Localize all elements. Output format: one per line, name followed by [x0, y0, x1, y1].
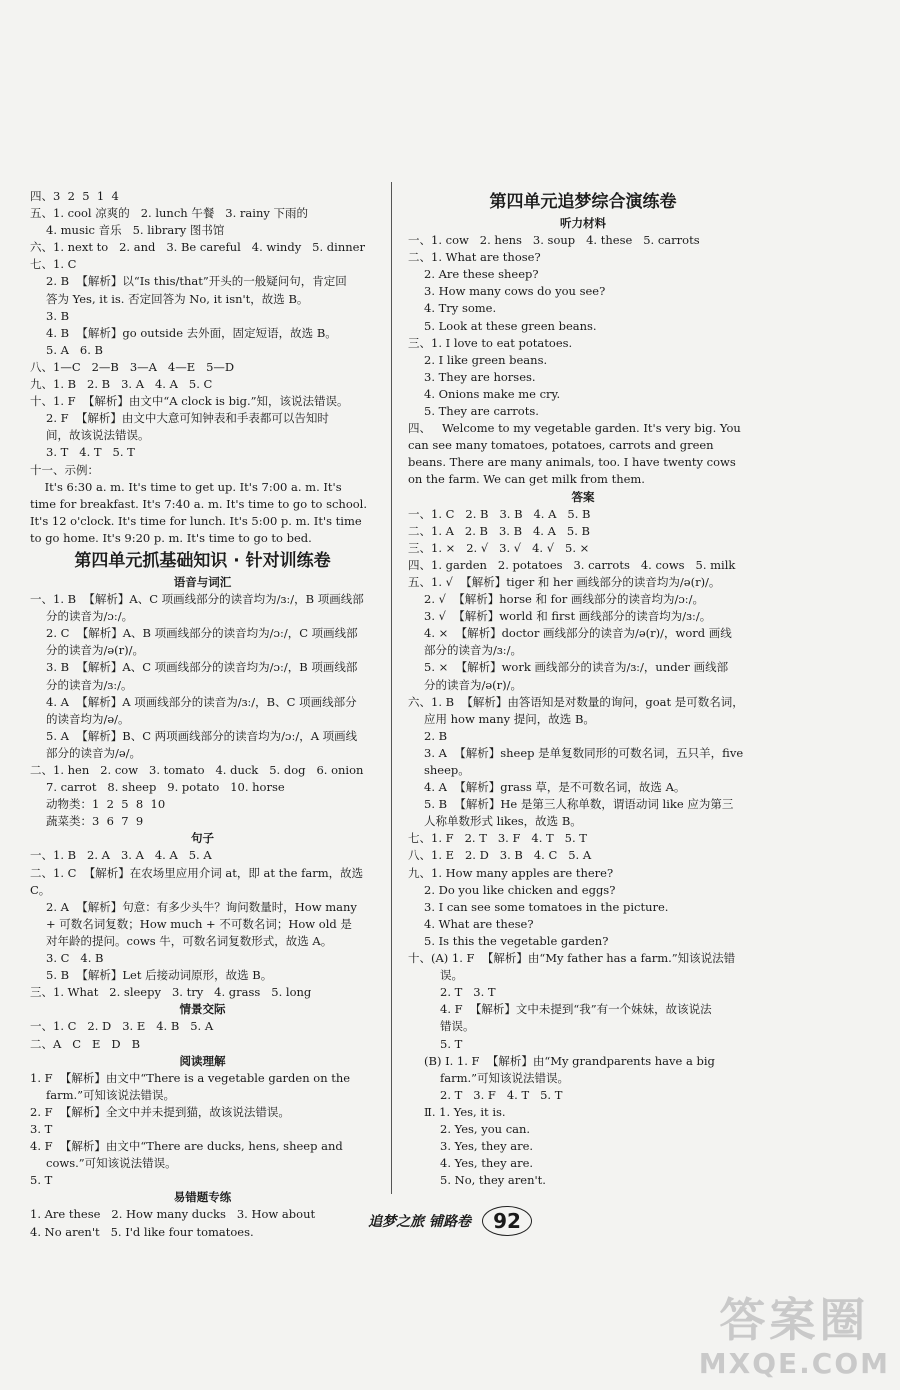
answer-line: 3. T 4. T 5. T [46, 445, 135, 460]
answer-line: 2. √ 【解析】horse 和 for 画线部分的读音均为/ɔː/。 [424, 592, 705, 607]
answer-line: 九、1. How many apples are there? [408, 865, 614, 880]
answer-line: 2. I like green beans. [424, 352, 548, 367]
answer-line: to go home. It's 9:20 p. m. It's time to go to bed. [30, 530, 312, 545]
answer-line: 2. A 【解析】句意：有多少头牛？询问数量时，How many [46, 899, 357, 914]
page-number: 92 [482, 1206, 532, 1236]
answer-line: 3. A 【解析】sheep 是单复数同形的可数名词，五只羊，five [424, 745, 744, 760]
answer-line: 4. F 【解析】由文中“There are ducks, hens, sheep and [30, 1139, 343, 1154]
answer-line: 4. Try some. [424, 301, 497, 316]
answer-line: 三、1. What 2. sleepy 3. try 4. grass 5. long [30, 985, 312, 1000]
answer-line: 分的读音为/ə(r)/。 [424, 677, 523, 692]
answer-line: 4. What are these? [424, 916, 534, 931]
answer-line: 一、1. cow 2. hens 3. soup 4. these 5. carrots [408, 233, 700, 248]
answer-line: 部分的读音为/ɜː/。 [424, 643, 522, 658]
answer-line: 错误。 [440, 1019, 475, 1034]
answer-line: 七、1. C [30, 257, 77, 272]
answer-line: 1. Are these 2. How many ducks 3. How about [30, 1207, 316, 1222]
answer-line: 二、1. C 【解析】在农场里应用介词 at，即 at the farm，故选 C。 [30, 865, 367, 897]
answer-line: 2. B [424, 728, 448, 743]
answer-line: 的读音均为/ə/。 [46, 711, 130, 726]
answer-line: 对年龄的提问。cows 牛，可数名词复数形式，故选 A。 [46, 933, 333, 948]
answer-line: 九、1. B 2. B 3. A 4. A 5. C [30, 377, 213, 392]
subsection-heading: 句子 [191, 831, 214, 846]
answer-line: 六、1. next to 2. and 3. Be careful 4. windy 5. dinner [30, 240, 365, 255]
answer-line: 动物类：1 2 5 8 10 [46, 797, 166, 812]
answer-line: 4. B 【解析】go outside 去外面，固定短语，故选 B。 [46, 325, 337, 340]
answer-line: 4. A 【解析】grass 草，是不可数名词，故选 A。 [424, 780, 686, 795]
answer-line: 5. Look at these green beans. [424, 318, 597, 333]
answer-line: time for breakfast. It's 7:40 a. m. It's time to go to school. [30, 496, 367, 511]
answer-line: 4. Yes, they are. [440, 1156, 534, 1171]
answer-line: 3. How many cows do you see? [424, 284, 606, 299]
subsection-heading: 语音与词汇 [173, 574, 232, 589]
answer-line: 一、1. B 【解析】A、C 项画线部分的读音均为/ɜː/，B 项画线部 [30, 592, 364, 607]
answer-line: 3. I can see some tomatoes in the picture. [424, 899, 669, 914]
answer-line: 5. No, they aren't. [440, 1173, 546, 1188]
answer-line: 5. × 【解析】work 画线部分的读音为/ɜː/，under 画线部 [424, 660, 729, 675]
answer-line: 2. T 3. F 4. T 5. T [440, 1087, 563, 1102]
answer-line: It's 12 o'clock. It's time for lunch. It's 5:00 p. m. It's time [30, 513, 362, 528]
watermark-url: MXQE.COM [698, 1347, 890, 1380]
column-divider [391, 182, 392, 1194]
answer-line: 部分的读音为/ə/。 [46, 745, 142, 760]
answer-line: 2. Do you like chicken and eggs? [424, 882, 616, 897]
answer-line: farm.”可知该说法错误。 [46, 1087, 176, 1102]
answer-line: 应用 how many 提问，故选 B。 [424, 711, 595, 726]
answer-line: 2. C 【解析】A、B 项画线部分的读音均为/ɔː/，C 项画线部 [46, 626, 358, 641]
answer-line: 一、1. C 2. D 3. E 4. B 5. A [30, 1019, 214, 1034]
answer-line: 5. A 6. B [46, 342, 103, 357]
answer-line: 5. They are carrots. [424, 404, 539, 419]
answer-line: 5. B 【解析】He 是第三人称单数，谓语动词 like 应为第三 [424, 797, 734, 812]
answer-line: 5. T [30, 1173, 53, 1188]
subsection-heading: 易错题专练 [173, 1190, 232, 1205]
subsection-heading: 答案 [571, 489, 595, 504]
answer-line: 2. F 【解析】由文中大意可知钟表和手表都可以告知时 [46, 411, 329, 426]
answer-line: 十一、示例： [30, 462, 99, 477]
answer-line: 三、1. I love to eat potatoes. [408, 335, 573, 350]
answer-line: 2. T 3. T [440, 985, 496, 1000]
answer-line: 十、(A) 1. F 【解析】由“My father has a farm.”知该说法错 [408, 951, 736, 966]
answer-line: 4. No aren't 5. I'd like four tomatoes. [30, 1224, 254, 1239]
brand-logo: 追梦之旅 铺路卷 [368, 1214, 471, 1230]
right-column [408, 188, 758, 1189]
answer-line: 八、1. E 2. D 3. B 4. C 5. A [408, 848, 592, 863]
answer-line: 一、1. B 2. A 3. A 4. A 5. A [30, 848, 212, 863]
answer-line: 3. They are horses. [424, 369, 536, 384]
answer-line: 7. carrot 8. sheep 9. potato 10. horse [46, 780, 285, 795]
answer-line: 3. √ 【解析】world 和 first 画线部分的读音均为/ɜː/。 [424, 609, 712, 624]
answer-line: 二、1. What are those? [408, 250, 541, 265]
answer-line: 间，故该说法错误。 [46, 428, 150, 443]
answer-line: 答为 Yes, it is. 否定回答为 No, it isn't，故选 B。 [46, 291, 309, 306]
answer-line: can see many tomatoes, potatoes, carrots and green [408, 438, 714, 453]
answer-line: 5. T [440, 1036, 463, 1051]
answer-line: Ⅱ. 1. Yes, it is. [424, 1104, 506, 1119]
answer-line: 5. Is this the vegetable garden? [424, 933, 609, 948]
answer-line: 八、1—C 2—B 3—A 4—E 5—D [30, 359, 235, 374]
answer-line: 四、1. garden 2. potatoes 3. carrots 4. cows 5. milk [408, 557, 736, 572]
answer-line: 3. B 【解析】A、C 项画线部分的读音均为/ɔː/，B 项画线部 [46, 660, 358, 675]
answer-line: 5. B 【解析】Let 后接动词原形，故选 B。 [46, 968, 273, 983]
answer-line: 3. B [46, 308, 70, 323]
answer-line: 5. A 【解析】B、C 两项画线部分的读音均为/ɔː/，A 项画线 [46, 728, 358, 743]
answer-line: 误。 [440, 968, 463, 983]
answer-line: It's 6:30 a. m. It's time to get up. It's 7:00 a. m. It's [30, 479, 342, 494]
answer-line: 二、1. A 2. B 3. B 4. A 5. B [408, 523, 590, 538]
answer-line: 3. T [30, 1121, 53, 1136]
answer-line: 1. F 【解析】由文中“There is a vegetable garden on the [30, 1070, 351, 1085]
answer-line: 2. B 【解析】以“Is this/that”开头的一般疑问句，肯定回 [46, 274, 347, 289]
answer-line: 二、1. hen 2. cow 3. tomato 4. duck 5. dog 6. onion [30, 763, 364, 777]
answer-line: farm.”可知该说法错误。 [440, 1070, 570, 1085]
section-heading: 第四单元追梦综合演练卷 [489, 192, 677, 212]
left-column [30, 188, 375, 1241]
answer-line: cows.”可知该说法错误。 [46, 1156, 177, 1171]
answer-line: 分的读音为/ə(r)/。 [46, 643, 145, 658]
answer-line: 分的读音为/ɔː/。 [46, 609, 134, 624]
answer-line: 五、1. √ 【解析】tiger 和 her 画线部分的读音均为/ə(r)/。 [408, 574, 721, 589]
answer-line: 2. Yes, you can. [440, 1121, 531, 1136]
answer-line: 四、3 2 5 1 4 [30, 189, 119, 203]
answer-line: 四、 Welcome to my vegetable garden. It's very big. You [408, 421, 741, 436]
answer-line: 4. A 【解析】A 项画线部分的读音为/ɜː/，B、C 项画线部分 [46, 694, 357, 709]
answer-line: 蔬菜类：3 6 7 9 [46, 814, 144, 829]
answer-line: (B) Ⅰ. 1. F 【解析】由“My grandparents have a big [424, 1053, 715, 1068]
answer-line: on the farm. We can get milk from them. [408, 472, 645, 487]
answer-line: 五、1. cool 凉爽的 2. lunch 午餐 3. rainy 下雨的 [30, 206, 309, 221]
answer-line: sheep。 [424, 763, 470, 777]
section-heading: 第四单元抓基础知识 · 针对训练卷 [74, 550, 331, 571]
answer-line: + 可数名词复数；How much + 不可数名词；How old 是 [46, 916, 352, 931]
answer-line: 十、1. F 【解析】由文中“A clock is big.”知，该说法错误。 [30, 394, 349, 409]
page-footer [0, 1206, 900, 1236]
answer-line: 4. music 音乐 5. library 图书馆 [46, 223, 225, 238]
answer-line: 2. Are these sheep? [424, 267, 539, 282]
answer-line: 2. F 【解析】全文中并未提到猫，故该说法错误。 [30, 1104, 290, 1119]
subsection-heading: 情景交际 [179, 1002, 226, 1017]
answer-line: 3. Yes, they are. [440, 1139, 534, 1154]
answer-line: beans. There are many animals, too. I have twenty cows [408, 455, 736, 470]
answer-line: 4. F 【解析】文中未提到“我”有一个妹妹，故该说法 [440, 1002, 712, 1017]
answer-line: 4. Onions make me cry. [424, 386, 561, 401]
answer-line: 4. × 【解析】doctor 画线部分的读音为/ə(r)/，word 画线 [424, 626, 732, 641]
answer-line: 3. C 4. B [46, 951, 104, 966]
subsection-heading: 听力材料 [560, 216, 606, 230]
answer-line: 二、A C E D B [30, 1036, 141, 1051]
answer-line: 人称单数形式 likes，故选 B。 [424, 814, 582, 829]
watermark [699, 1293, 890, 1380]
answer-line: 一、1. C 2. B 3. B 4. A 5. B [408, 506, 591, 521]
watermark-text: 答案圈 [719, 1293, 870, 1347]
answer-line: 分的读音为/ɜː/。 [46, 677, 133, 692]
answer-line: 三、1. × 2. √ 3. √ 4. √ 5. × [408, 540, 590, 555]
answer-line: 七、1. F 2. T 3. F 4. T 5. T [408, 831, 587, 846]
subsection-heading: 阅读理解 [179, 1053, 226, 1068]
answer-line: 六、1. B 【解析】由答语知是对数量的询问，goat 是可数名词， [408, 694, 744, 709]
